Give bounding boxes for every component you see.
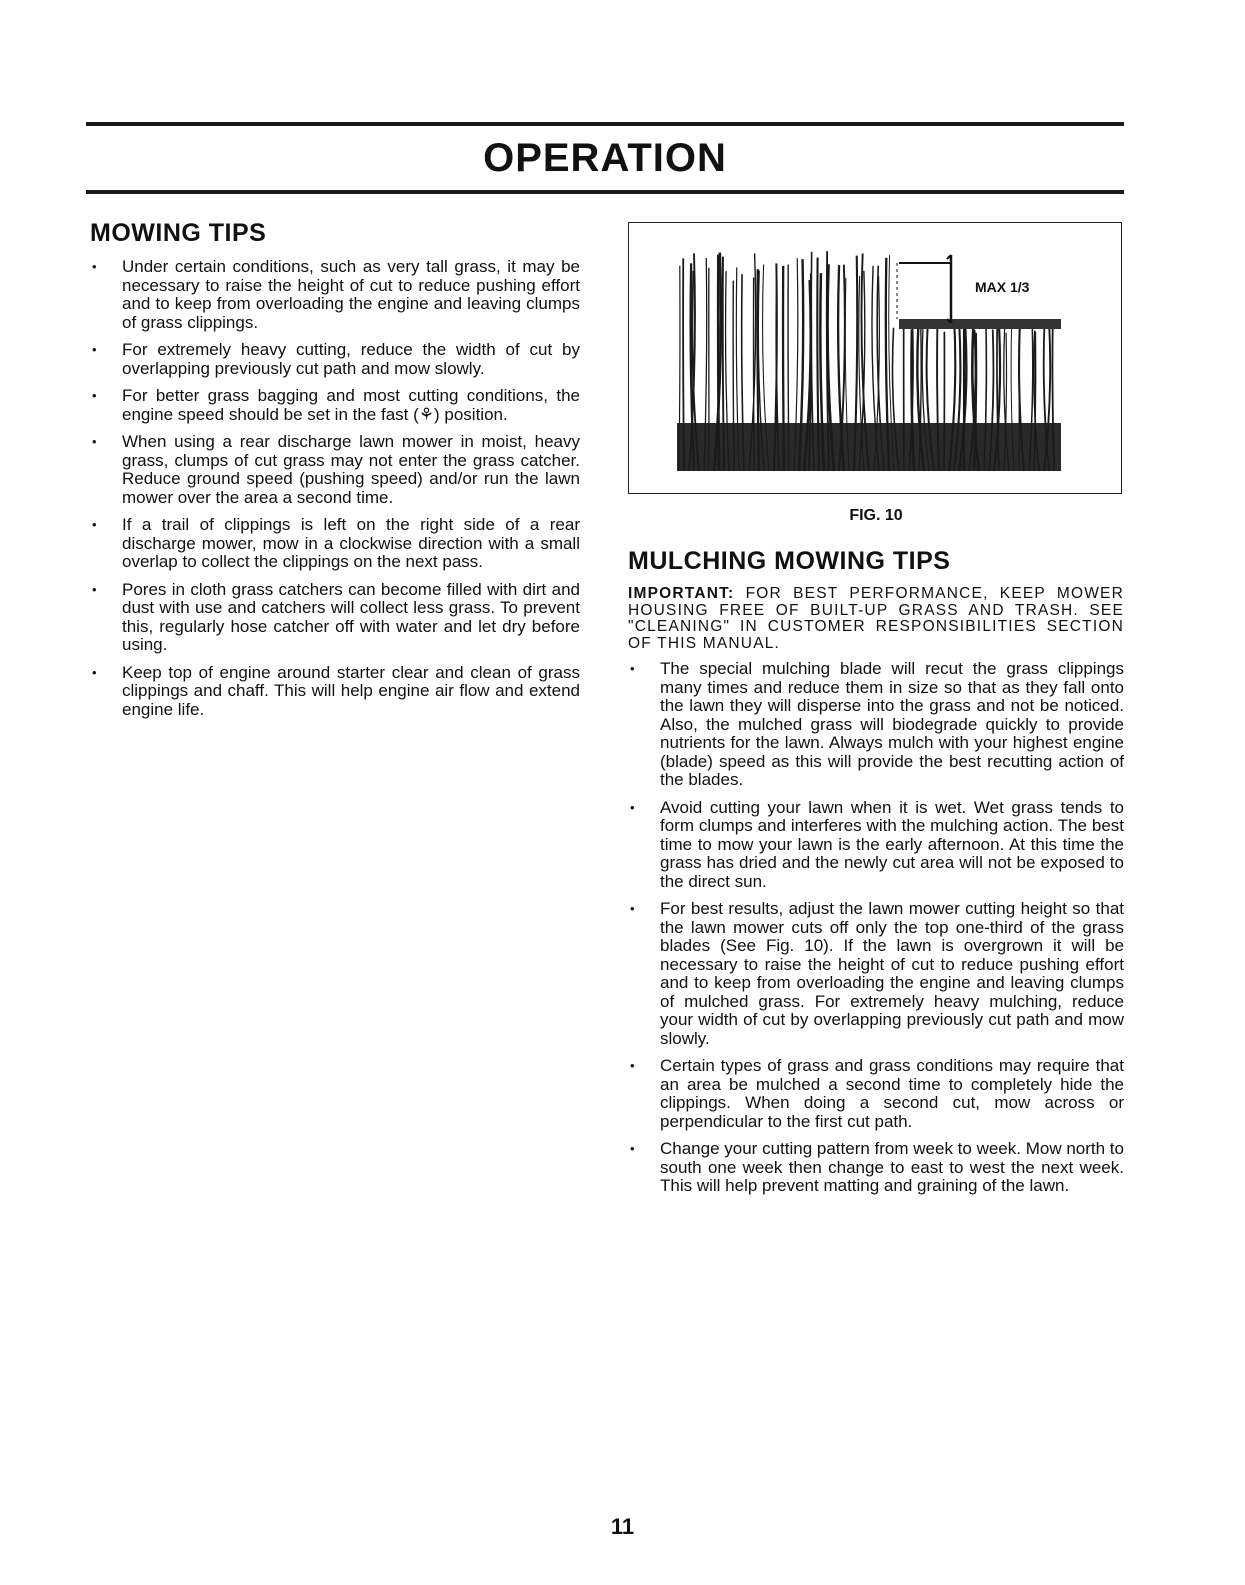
important-label: IMPORTANT: — [628, 585, 735, 602]
important-notice — [628, 586, 1124, 652]
list-item: • Certain types of grass and grass conditions may require that an area be mulched a second time to completely hide the clippings. When doing a second cut, mow across or perpendicular to the first cut path. — [628, 1057, 1124, 1131]
list-item: • Pores in cloth grass catchers can become filled with dirt and dust with use and catchers will collect less grass. To prevent this, regularly hose catcher off with water and let dry before using. — [90, 581, 580, 655]
mowing-tips-heading: MOWING TIPS — [90, 219, 267, 247]
max-height-label: MAX 1/3 — [975, 279, 1030, 295]
mulching-section — [628, 222, 1124, 1205]
top-rule — [86, 122, 1124, 126]
list-item: • The special mulching blade will recut the grass clippings many times and reduce them in size so that as they fall onto the lawn they will disperse into the grass and not be noticed. Also, the mulched grass will biodegrade quickly to provide nutrients for the lawn. Always mulch with your highest engine (blade) speed as this will provide the best recutting action of the blades. — [628, 660, 1124, 790]
important-text: FOR BEST PERFORMANCE, KEEP MOWER HOUSING FREE OF BUILT-UP GRASS AND TRASH. SEE "CLEANING" IN CUSTOMER RESPONSIBILITIES SECTION OF THIS MANUAL. — [628, 585, 1124, 652]
list-item: • When using a rear discharge lawn mower in moist, heavy grass, clumps of cut grass may not enter the grass catcher. Reduce ground speed (pushing speed) and/or run the lawn mower over the area a second time. — [90, 433, 580, 507]
title-rule — [86, 190, 1124, 194]
grass-illustration — [629, 223, 1123, 495]
mulching-tips-heading: MULCHING MOWING TIPS — [628, 547, 951, 575]
list-item: • For extremely heavy cutting, reduce the width of cut by overlapping previously cut path and mow slowly. — [90, 341, 580, 378]
grass-height-figure — [628, 222, 1122, 494]
list-item: • For better grass bagging and most cutting conditions, the engine speed should be set in the fast (⚘) position. — [90, 387, 580, 424]
mulching-tips-list — [628, 660, 1124, 1196]
list-item: • For best results, adjust the lawn mower cutting height so that the lawn mower cuts off only the top one-third of the grass blades (See Fig. 10). If the lawn is overgrown it will be necessary to raise the height of cut to reduce pushing effort and to keep from overloading the engine and leaving clumps of mulched grass. For extremely heavy mulching, reduce your width of cut by overlapping previously cut path and mow slowly. — [628, 900, 1124, 1048]
list-item: • Avoid cutting your lawn when it is wet. Wet grass tends to form clumps and interferes with the mulching action. The best time to mow your lawn is the early afternoon. At this time the grass has dried and the newly cut area will not be exposed to the direct sun. — [628, 799, 1124, 892]
page-title: OPERATION — [483, 136, 727, 180]
mowing-tips-section — [90, 218, 580, 728]
mowing-tips-list — [90, 258, 580, 719]
list-item: • Change your cutting pattern from week to week. Mow north to south one week then change to east to west the next week. This will help prevent matting and graining of the lawn. — [628, 1140, 1124, 1196]
list-item: • If a trail of clippings is left on the right side of a rear discharge mower, mow in a clockwise direction with a small overlap to collect the clippings on the next pass. — [90, 516, 580, 572]
list-item: • Keep top of engine around starter clear and clean of grass clippings and chaff. This will help engine air flow and extend engine life. — [90, 664, 580, 720]
page-number: 11 — [610, 1514, 635, 1539]
list-item: • Under certain conditions, such as very tall grass, it may be necessary to raise the height of cut to reduce pushing effort and to keep from overloading the engine and leaving clumps of grass clippings. — [90, 258, 580, 332]
figure-caption: FIG. 10 — [849, 507, 903, 524]
